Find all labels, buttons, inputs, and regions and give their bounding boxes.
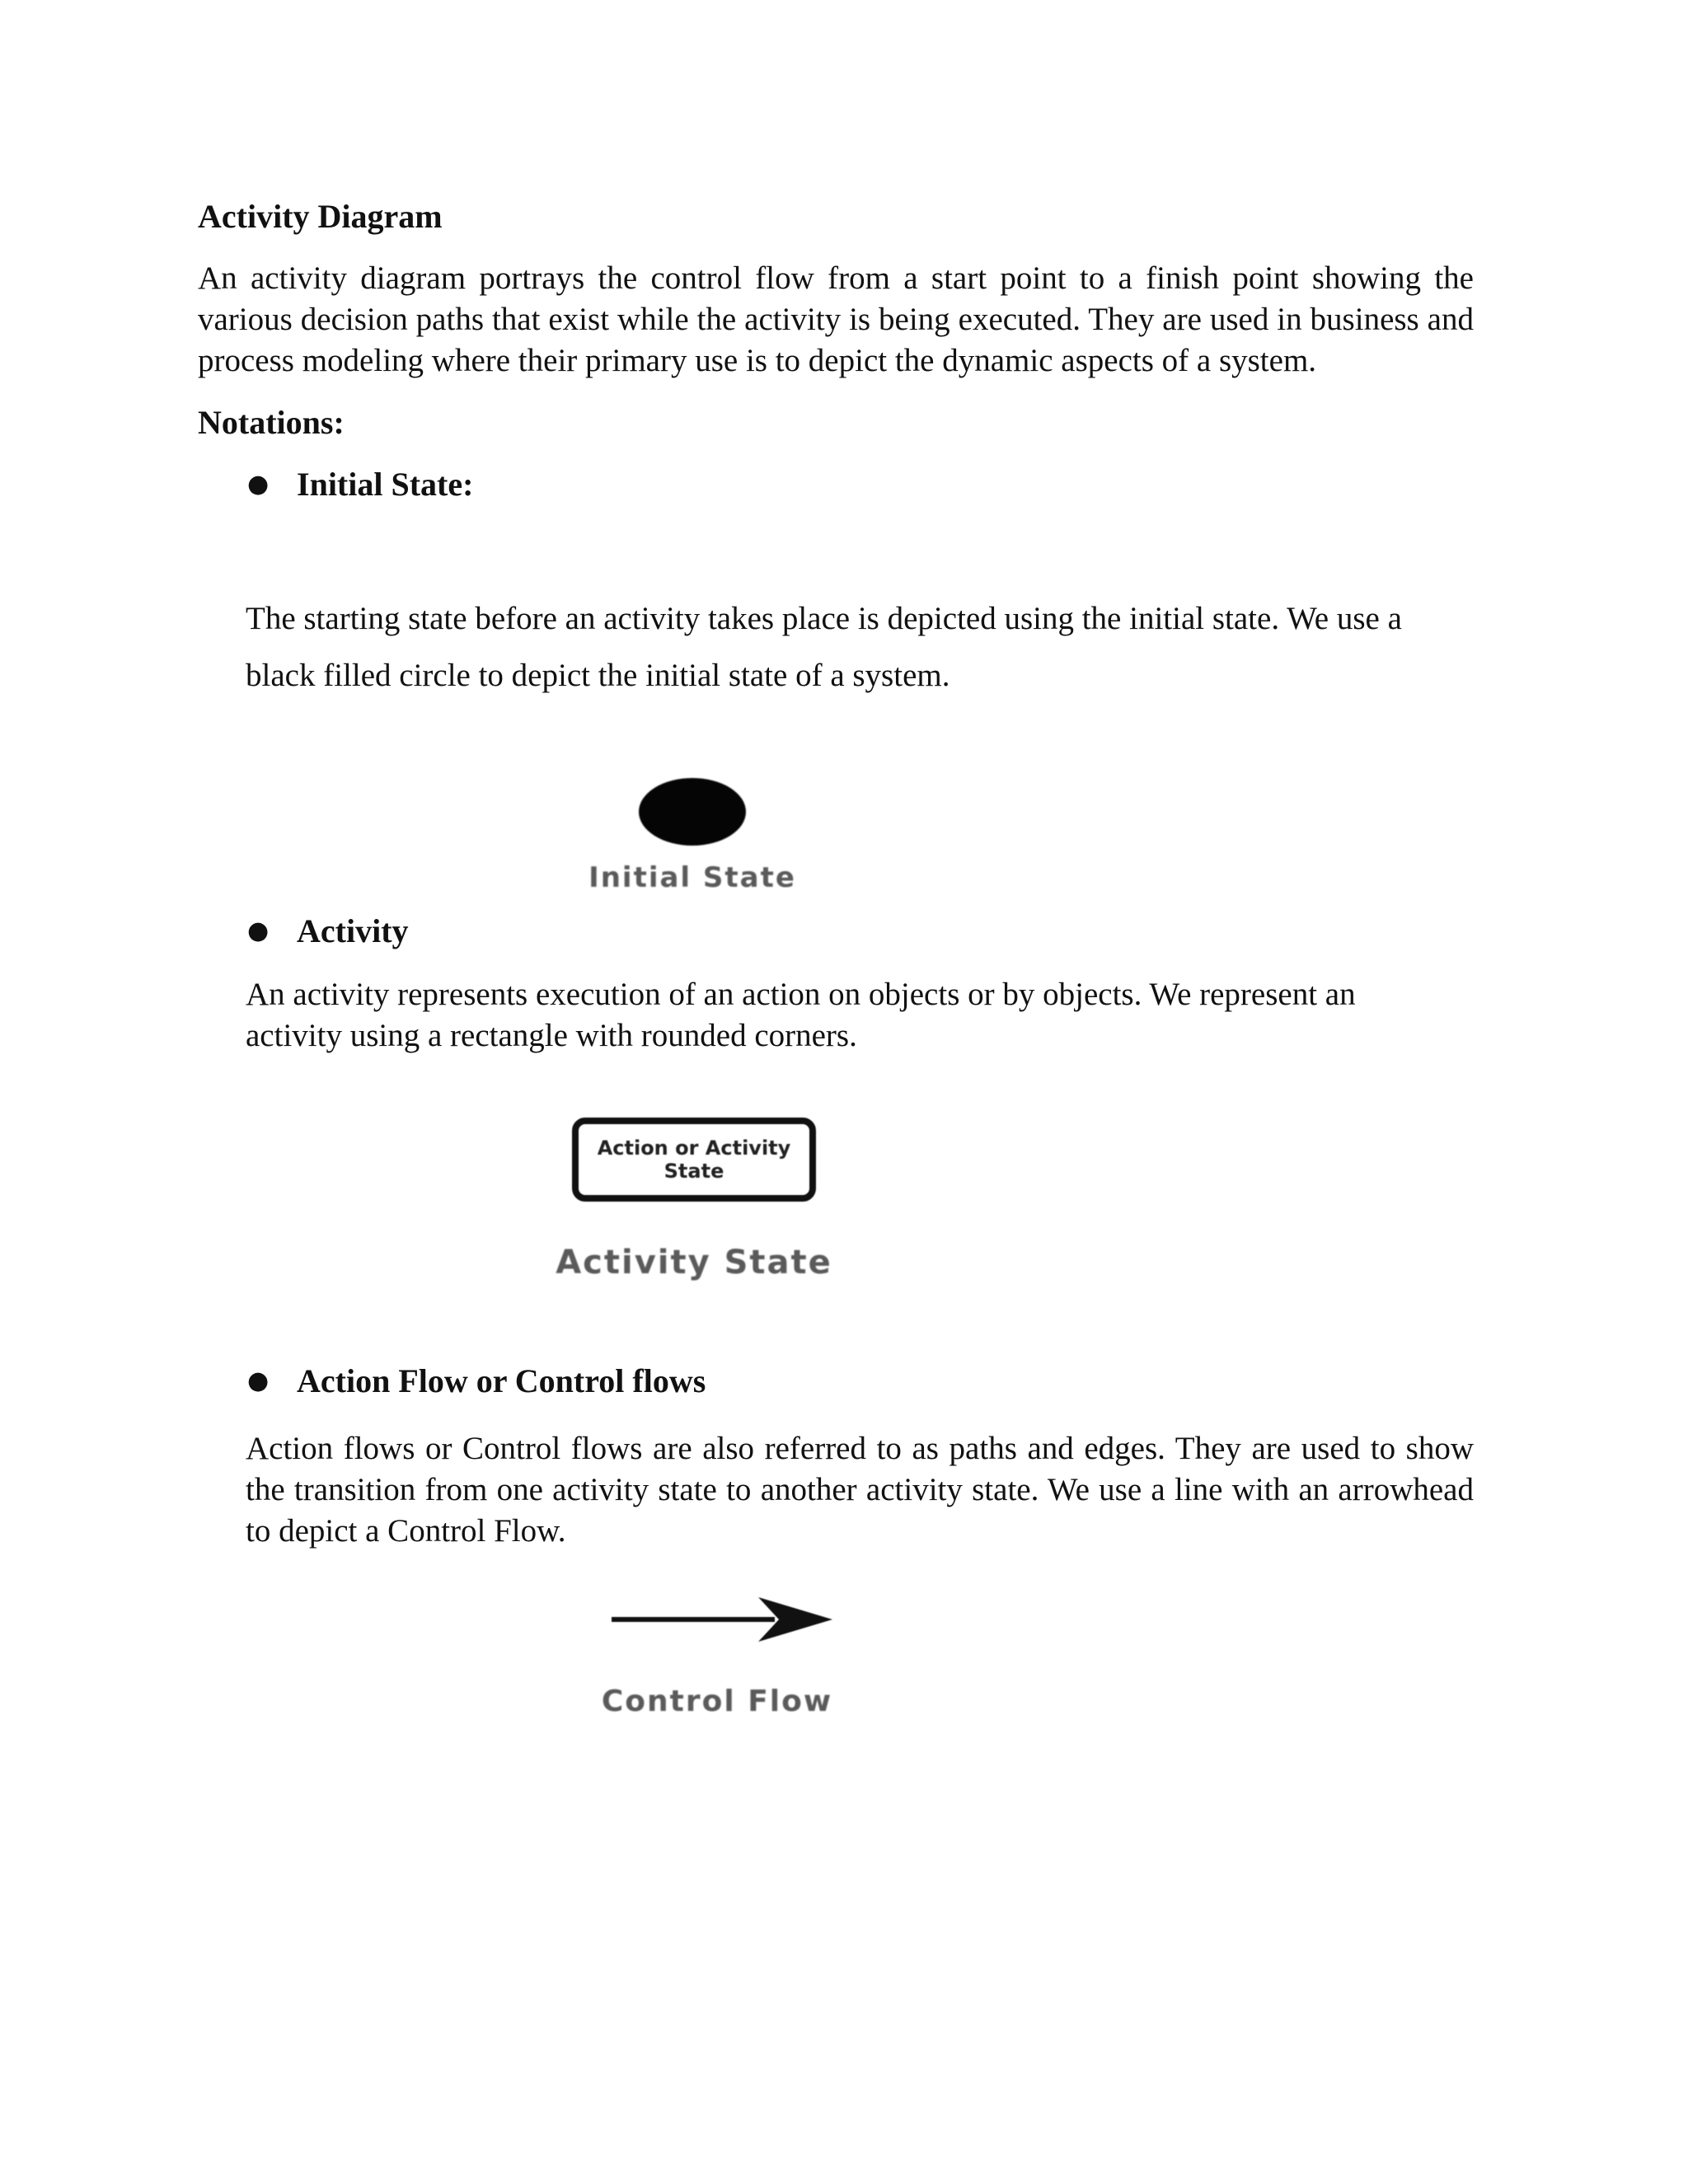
- control-flow-arrow-icon: [610, 1591, 841, 1648]
- bullet-item-activity: [247, 911, 409, 952]
- activity-state-caption: Activity State: [556, 1244, 832, 1282]
- initial-state-circle-icon: [639, 778, 746, 846]
- intro-paragraph: An activity diagram portrays the control flow from a start point to a finish point showing the various decision paths that exist while the activity is being executed. They are used in business and process modeling where their primary use is to depict the dynamic aspects of a system.: [198, 260, 1474, 378]
- bullet-label-initial-state: Initial State:: [297, 466, 474, 503]
- control-flow-caption: Control Flow: [601, 1685, 833, 1718]
- bullet-item-initial-state: [247, 464, 473, 505]
- page-title: Activity Diagram: [198, 198, 443, 235]
- activity-box-text: Action or Activity State: [597, 1137, 791, 1183]
- control-flow-description: Action flows or Control flows are also referred to as paths and edges. They are used to show the transition from one activity state to another activity state. We use a line with an arrowhead to depict a Control Flow.: [246, 1431, 1474, 1549]
- bullet-label-control-flow: Action Flow or Control flows: [297, 1362, 706, 1399]
- initial-state-description: The starting state before an activity takes place is depicted using the initial state. We use a black filled circle to depict the initial state of a system.: [246, 601, 1402, 693]
- initial-state-caption: Initial State: [588, 861, 796, 894]
- bullet-icon: ●: [247, 470, 270, 499]
- bullet-label-activity: Activity: [297, 912, 409, 949]
- notations-heading: Notations:: [198, 404, 345, 441]
- bullet-icon: ●: [247, 916, 270, 945]
- bullet-icon: ●: [247, 1366, 270, 1395]
- bullet-item-control-flow: [247, 1361, 706, 1402]
- activity-description: An activity represents execution of an action on objects or by objects. We represent an activity using a rectangle with rounded corners.: [246, 977, 1356, 1053]
- activity-state-box: [572, 1118, 816, 1202]
